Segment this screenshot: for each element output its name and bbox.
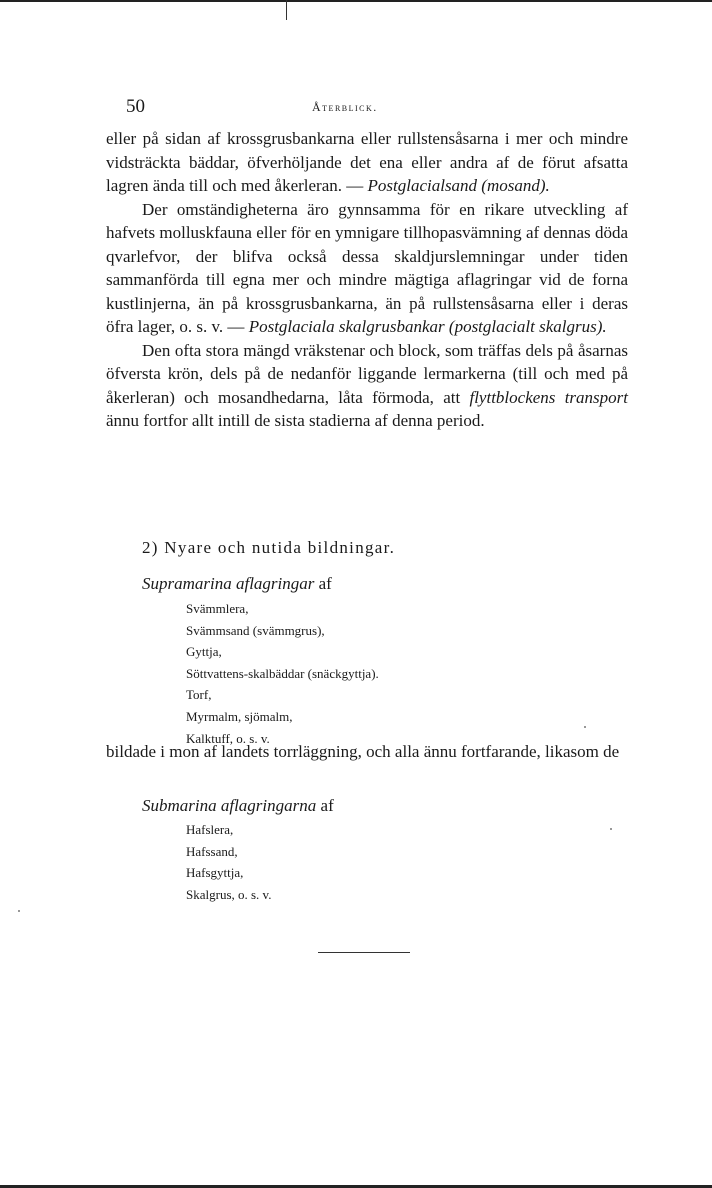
scan-speck (18, 910, 20, 912)
end-rule (318, 952, 410, 953)
paragraph-skalgrus: Der omständigheterna äro gynnsamma för en rikare utveckling af hafvets molluskfauna eller för en ymnigare tillhopasvämning af dennas döda qvarlefvor, der blifva också dessa skaldjurslemningar under tiden sammanförda till egna mer och mindre mägtiga aflagringar vid de forna kustlinjerna, än på krossgrusbankarna, än på rullstensåsarna eller i deras öfra lager, o. s. v. — Postglaciala skalgrusbankar (postglacialt skalgrus). (106, 199, 628, 336)
scan-speck (610, 828, 612, 830)
continuation-paragraph: bildade i mon af landets torrläggning, och alla ännu fortfarande, likasom de (106, 742, 620, 761)
gutter-mark (286, 0, 287, 20)
list-item: Myrmalm, sjömalm, (186, 708, 293, 724)
page-header (106, 96, 628, 118)
list-item: Hafslera, (186, 822, 234, 837)
body-text (106, 127, 628, 433)
term-postglacialsand: Postglacialsand (mosand). (367, 176, 550, 195)
term-flyttblockens-transport: flyttblockens transport (469, 387, 628, 407)
supramarina-list (186, 598, 379, 749)
list-item: Skalgrus, o. s. v. (186, 886, 272, 902)
list-item: Söttvattens-skalbäddar (snäckgyttja). (186, 665, 379, 681)
list-item: Hafsgyttja, (186, 865, 244, 881)
list-item: Svämmsand (svämmgrus), (186, 622, 325, 638)
submarina-list (186, 819, 271, 905)
paragraph-mosand: eller på sidan af krossgrusbankarna eller rullstensåsarna i mer och mindre vidsträckta bäddar, öfverhöljande det ena eller andra af de förut afsatta lagren ända till och med åkerleran. — Postglacialsand (mosand). (106, 129, 628, 195)
list-item: Torf, (186, 687, 212, 703)
page-top-edge (0, 0, 712, 2)
page-number: 50 (126, 96, 145, 117)
list-item: Gyttja, (186, 644, 222, 660)
running-head: Återblick. (312, 100, 378, 114)
list-item: Svämmlera, (186, 601, 249, 616)
list-item: Kalktuff, o. s. v. (186, 730, 270, 746)
term-postglaciala-skalgrusbankar: Postglaciala skalgrusbankar (postglacialt skalgrus). (248, 317, 607, 336)
scan-speck (584, 726, 586, 728)
supramarina-heading: Supramarina aflagringar af (142, 574, 332, 593)
section-heading: 2) Nyare och nutida bildningar. (142, 538, 396, 557)
list-item: Hafssand, (186, 843, 238, 859)
submarina-heading: Submarina aflagringarna af (142, 796, 334, 815)
paragraph-flyttblock: Den ofta stora mängd vräkstenar och block, som träffas dels på åsarnas öfversta krön, dels på de nedanför liggande lermarkerna (till och med på åkerleran) och mosandhedarna, låta förmoda, att flyttblockens transport ännu fortfor allt intill de sista stadierna af denna period. (106, 340, 628, 430)
